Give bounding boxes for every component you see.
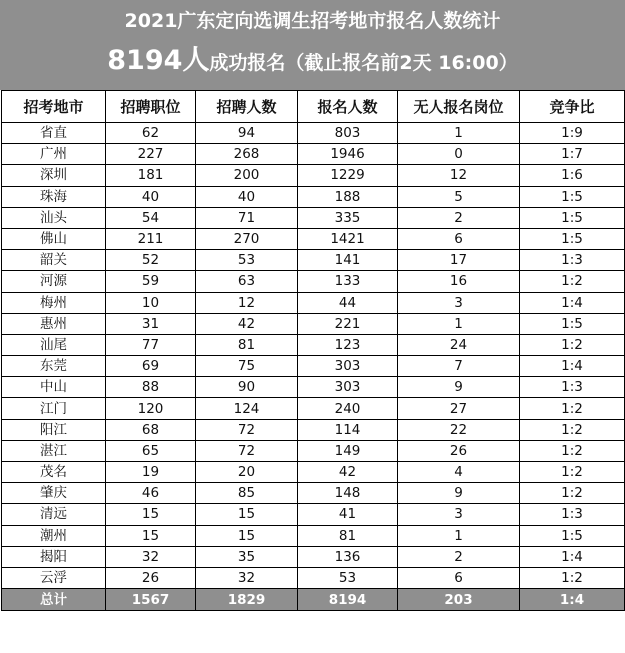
table-body bbox=[2, 123, 625, 611]
competition-ratio-cell[interactable]: 1:5 bbox=[520, 207, 625, 228]
unfilled-positions-cell[interactable]: 16 bbox=[398, 271, 520, 292]
positions-cell[interactable]: 227 bbox=[106, 144, 196, 165]
city-cell[interactable]: 揭阳 bbox=[2, 546, 106, 567]
competition-ratio-cell[interactable]: 1:4 bbox=[520, 292, 625, 313]
sheet-subtitle: 成功报名（截止报名前2天 16:00） bbox=[209, 52, 518, 74]
applicants-cell[interactable]: 221 bbox=[298, 313, 398, 334]
competition-ratio-cell[interactable]: 1:2 bbox=[520, 271, 625, 292]
positions-cell[interactable]: 10 bbox=[106, 292, 196, 313]
hires-cell[interactable]: 32 bbox=[196, 567, 298, 588]
positions-cell[interactable]: 19 bbox=[106, 462, 196, 483]
column-header[interactable]: 无人报名岗位 bbox=[398, 91, 520, 123]
competition-ratio-cell[interactable]: 1:3 bbox=[520, 377, 625, 398]
competition-ratio-cell[interactable]: 1:7 bbox=[520, 144, 625, 165]
applicants-cell[interactable]: 303 bbox=[298, 356, 398, 377]
city-cell[interactable]: 潮州 bbox=[2, 525, 106, 546]
competition-ratio-cell[interactable]: 1:3 bbox=[520, 504, 625, 525]
positions-cell[interactable]: 181 bbox=[106, 165, 196, 186]
applicants-cell[interactable]: 44 bbox=[298, 292, 398, 313]
table-row bbox=[2, 546, 625, 567]
city-cell[interactable]: 云浮 bbox=[2, 567, 106, 588]
table-row bbox=[2, 483, 625, 504]
applicants-cell[interactable]: 136 bbox=[298, 546, 398, 567]
positions-cell[interactable]: 40 bbox=[106, 186, 196, 207]
unfilled-positions-cell[interactable]: 3 bbox=[398, 292, 520, 313]
positions-cell[interactable]: 15 bbox=[106, 504, 196, 525]
hires-cell[interactable]: 94 bbox=[196, 123, 298, 144]
table-row bbox=[2, 271, 625, 292]
city-cell[interactable]: 湛江 bbox=[2, 440, 106, 461]
hires-cell[interactable]: 268 bbox=[196, 144, 298, 165]
table-row bbox=[2, 186, 625, 207]
unfilled-positions-cell[interactable]: 24 bbox=[398, 334, 520, 355]
sheet-title: 2021广东定向选调生招考地市报名人数统计 bbox=[124, 10, 501, 32]
competition-ratio-cell[interactable]: 1:2 bbox=[520, 419, 625, 440]
competition-ratio-cell[interactable]: 1:3 bbox=[520, 250, 625, 271]
table-row bbox=[2, 504, 625, 525]
positions-cell[interactable]: 62 bbox=[106, 123, 196, 144]
table-row bbox=[2, 165, 625, 186]
city-cell[interactable]: 茂名 bbox=[2, 462, 106, 483]
city-cell[interactable]: 佛山 bbox=[2, 228, 106, 249]
total-hires-cell[interactable]: 1829 bbox=[196, 589, 298, 611]
unfilled-positions-cell[interactable]: 9 bbox=[398, 377, 520, 398]
competition-ratio-cell[interactable]: 1:5 bbox=[520, 228, 625, 249]
table-header-row bbox=[2, 91, 625, 123]
positions-cell[interactable]: 54 bbox=[106, 207, 196, 228]
competition-ratio-cell[interactable]: 1:4 bbox=[520, 356, 625, 377]
table-row bbox=[2, 144, 625, 165]
hires-cell[interactable]: 20 bbox=[196, 462, 298, 483]
competition-ratio-cell[interactable]: 1:2 bbox=[520, 440, 625, 461]
positions-cell[interactable]: 77 bbox=[106, 334, 196, 355]
hires-cell[interactable]: 200 bbox=[196, 165, 298, 186]
positions-cell[interactable]: 26 bbox=[106, 567, 196, 588]
total-count-unit: 人 bbox=[182, 45, 210, 76]
positions-cell[interactable]: 120 bbox=[106, 398, 196, 419]
total-city-cell[interactable]: 总计 bbox=[2, 589, 106, 611]
table-row bbox=[2, 462, 625, 483]
unfilled-positions-cell[interactable]: 3 bbox=[398, 504, 520, 525]
column-header[interactable]: 报名人数 bbox=[298, 91, 398, 123]
city-cell[interactable]: 东莞 bbox=[2, 356, 106, 377]
unfilled-positions-cell[interactable]: 2 bbox=[398, 546, 520, 567]
competition-ratio-cell[interactable]: 1:2 bbox=[520, 398, 625, 419]
hires-cell[interactable]: 35 bbox=[196, 546, 298, 567]
column-header[interactable]: 招聘人数 bbox=[196, 91, 298, 123]
table-row bbox=[2, 313, 625, 334]
positions-cell[interactable]: 52 bbox=[106, 250, 196, 271]
hires-cell[interactable]: 81 bbox=[196, 334, 298, 355]
unfilled-positions-cell[interactable]: 9 bbox=[398, 483, 520, 504]
table-row bbox=[2, 567, 625, 588]
applicants-cell[interactable]: 1229 bbox=[298, 165, 398, 186]
unfilled-positions-cell[interactable]: 6 bbox=[398, 567, 520, 588]
hires-cell[interactable]: 15 bbox=[196, 525, 298, 546]
positions-cell[interactable]: 59 bbox=[106, 271, 196, 292]
city-cell[interactable]: 广州 bbox=[2, 144, 106, 165]
applicants-cell[interactable]: 42 bbox=[298, 462, 398, 483]
table-row bbox=[2, 334, 625, 355]
total-unfilled-positions-cell[interactable]: 203 bbox=[398, 589, 520, 611]
unfilled-positions-cell[interactable]: 27 bbox=[398, 398, 520, 419]
city-cell[interactable]: 阳江 bbox=[2, 419, 106, 440]
applicants-cell[interactable]: 240 bbox=[298, 398, 398, 419]
hires-cell[interactable]: 90 bbox=[196, 377, 298, 398]
sheet-subtitle-line bbox=[0, 42, 625, 83]
hires-cell[interactable]: 42 bbox=[196, 313, 298, 334]
applicants-cell[interactable]: 148 bbox=[298, 483, 398, 504]
city-cell[interactable]: 惠州 bbox=[2, 313, 106, 334]
table-row bbox=[2, 207, 625, 228]
competition-ratio-cell[interactable]: 1:2 bbox=[520, 483, 625, 504]
competition-ratio-cell[interactable]: 1:2 bbox=[520, 567, 625, 588]
table-row bbox=[2, 377, 625, 398]
city-cell[interactable]: 珠海 bbox=[2, 186, 106, 207]
applicants-cell[interactable]: 41 bbox=[298, 504, 398, 525]
applicants-cell[interactable]: 141 bbox=[298, 250, 398, 271]
positions-cell[interactable]: 68 bbox=[106, 419, 196, 440]
unfilled-positions-cell[interactable]: 17 bbox=[398, 250, 520, 271]
city-cell[interactable]: 汕尾 bbox=[2, 334, 106, 355]
column-header[interactable]: 招聘职位 bbox=[106, 91, 196, 123]
applicants-cell[interactable]: 303 bbox=[298, 377, 398, 398]
hires-cell[interactable]: 75 bbox=[196, 356, 298, 377]
unfilled-positions-cell[interactable]: 6 bbox=[398, 228, 520, 249]
unfilled-positions-cell[interactable]: 0 bbox=[398, 144, 520, 165]
table-row bbox=[2, 292, 625, 313]
column-header[interactable]: 竞争比 bbox=[520, 91, 625, 123]
statistics-table bbox=[1, 90, 625, 611]
unfilled-positions-cell[interactable]: 12 bbox=[398, 165, 520, 186]
positions-cell[interactable]: 211 bbox=[106, 228, 196, 249]
table-row bbox=[2, 356, 625, 377]
total-competition-ratio-cell[interactable]: 1:4 bbox=[520, 589, 625, 611]
table-row bbox=[2, 419, 625, 440]
total-positions-cell[interactable]: 1567 bbox=[106, 589, 196, 611]
competition-ratio-cell[interactable]: 1:2 bbox=[520, 462, 625, 483]
unfilled-positions-cell[interactable]: 22 bbox=[398, 419, 520, 440]
unfilled-positions-cell[interactable]: 26 bbox=[398, 440, 520, 461]
hires-cell[interactable]: 71 bbox=[196, 207, 298, 228]
applicants-cell[interactable]: 81 bbox=[298, 525, 398, 546]
competition-ratio-cell[interactable]: 1:4 bbox=[520, 546, 625, 567]
applicants-cell[interactable]: 335 bbox=[298, 207, 398, 228]
applicants-cell[interactable]: 114 bbox=[298, 419, 398, 440]
table-row bbox=[2, 440, 625, 461]
applicants-cell[interactable]: 133 bbox=[298, 271, 398, 292]
hires-cell[interactable]: 85 bbox=[196, 483, 298, 504]
competition-ratio-cell[interactable]: 1:5 bbox=[520, 525, 625, 546]
hires-cell[interactable]: 63 bbox=[196, 271, 298, 292]
city-cell[interactable]: 肇庆 bbox=[2, 483, 106, 504]
hires-cell[interactable]: 72 bbox=[196, 440, 298, 461]
hires-cell[interactable]: 40 bbox=[196, 186, 298, 207]
city-cell[interactable]: 省直 bbox=[2, 123, 106, 144]
unfilled-positions-cell[interactable]: 1 bbox=[398, 313, 520, 334]
positions-cell[interactable]: 65 bbox=[106, 440, 196, 461]
city-cell[interactable]: 河源 bbox=[2, 271, 106, 292]
city-cell[interactable]: 中山 bbox=[2, 377, 106, 398]
city-cell[interactable]: 清远 bbox=[2, 504, 106, 525]
competition-ratio-cell[interactable]: 1:9 bbox=[520, 123, 625, 144]
table-row bbox=[2, 250, 625, 271]
applicants-cell[interactable]: 53 bbox=[298, 567, 398, 588]
applicants-cell[interactable]: 1421 bbox=[298, 228, 398, 249]
total-count: 8194 bbox=[107, 45, 183, 76]
total-row bbox=[2, 589, 625, 611]
positions-cell[interactable]: 15 bbox=[106, 525, 196, 546]
hires-cell[interactable]: 124 bbox=[196, 398, 298, 419]
hires-cell[interactable]: 270 bbox=[196, 228, 298, 249]
title-banner bbox=[0, 0, 625, 90]
unfilled-positions-cell[interactable]: 2 bbox=[398, 207, 520, 228]
city-cell[interactable]: 深圳 bbox=[2, 165, 106, 186]
city-cell[interactable]: 江门 bbox=[2, 398, 106, 419]
unfilled-positions-cell[interactable]: 5 bbox=[398, 186, 520, 207]
table-row bbox=[2, 398, 625, 419]
applicants-cell[interactable]: 123 bbox=[298, 334, 398, 355]
competition-ratio-cell[interactable]: 1:5 bbox=[520, 186, 625, 207]
column-header[interactable]: 招考地市 bbox=[2, 91, 106, 123]
competition-ratio-cell[interactable]: 1:2 bbox=[520, 334, 625, 355]
table-row bbox=[2, 228, 625, 249]
city-cell[interactable]: 梅州 bbox=[2, 292, 106, 313]
hires-cell[interactable]: 12 bbox=[196, 292, 298, 313]
unfilled-positions-cell[interactable]: 7 bbox=[398, 356, 520, 377]
positions-cell[interactable]: 69 bbox=[106, 356, 196, 377]
hires-cell[interactable]: 72 bbox=[196, 419, 298, 440]
city-cell[interactable]: 韶关 bbox=[2, 250, 106, 271]
hires-cell[interactable]: 53 bbox=[196, 250, 298, 271]
unfilled-positions-cell[interactable]: 4 bbox=[398, 462, 520, 483]
total-applicants-cell[interactable]: 8194 bbox=[298, 589, 398, 611]
positions-cell[interactable]: 46 bbox=[106, 483, 196, 504]
applicants-cell[interactable]: 1946 bbox=[298, 144, 398, 165]
applicants-cell[interactable]: 803 bbox=[298, 123, 398, 144]
competition-ratio-cell[interactable]: 1:6 bbox=[520, 165, 625, 186]
table-row bbox=[2, 123, 625, 144]
table-row bbox=[2, 525, 625, 546]
unfilled-positions-cell[interactable]: 1 bbox=[398, 123, 520, 144]
applicants-cell[interactable]: 149 bbox=[298, 440, 398, 461]
positions-cell[interactable]: 88 bbox=[106, 377, 196, 398]
applicants-cell[interactable]: 188 bbox=[298, 186, 398, 207]
positions-cell[interactable]: 31 bbox=[106, 313, 196, 334]
competition-ratio-cell[interactable]: 1:5 bbox=[520, 313, 625, 334]
city-cell[interactable]: 汕头 bbox=[2, 207, 106, 228]
unfilled-positions-cell[interactable]: 1 bbox=[398, 525, 520, 546]
hires-cell[interactable]: 15 bbox=[196, 504, 298, 525]
positions-cell[interactable]: 32 bbox=[106, 546, 196, 567]
